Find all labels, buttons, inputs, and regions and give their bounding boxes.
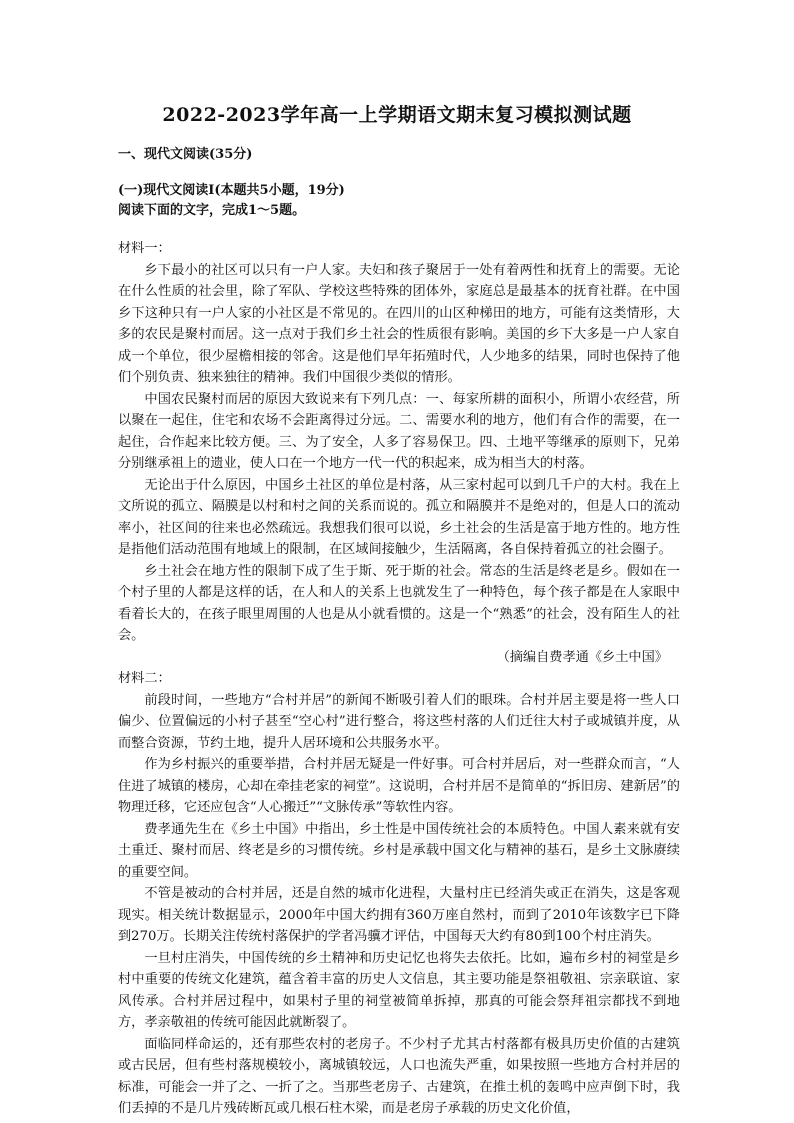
- subsection-heading: (一)现代文阅读Ⅰ(本题共5小题，19分): [118, 183, 345, 198]
- material-one-paragraph: 无论出于什么原因，中国乡土社区的单位是村落，从三家村起可以到几千户的大村。我在上文所说的孤立、隔膜是以村和村之间的关系而说的。孤立和隔膜并不是绝对的，但是人口的流动率小，社区间的往来也必然疏远。我想我们很可以说，乡土社会的生活是富于地方性的。地方性是指他们活动范围有地域上的限制，在区域间接触少，生活隔离，各自保持着孤立的社会圈子。: [118, 477, 680, 557]
- material-two-paragraph: 面临同样命运的，还有那些农村的老房子。不少村子尤其古村落都有极具历史价值的古建筑或古民居，但有些村落规模较小，离城镇较远，人口也流失严重，如果按照一些地方合村并居的标准，可能会一并了之、一折了之。当那些老房子、古建筑，在推土机的轰鸣中应声倒下时，我们丢掉的不是几片残砖断瓦或几根石柱木梁，而是老房子承载的历史文化价值，: [118, 1036, 680, 1116]
- material-two-paragraph: 一旦村庄消失，中国传统的乡土精神和历史记忆也将失去依托。比如，遍布乡村的祠堂是乡村中重要的传统文化建筑，蕴含着丰富的历史人文信息，其主要功能是祭祖敬祖、宗亲联谊、家风传承。合村并居过程中，如果村子里的祠堂被简单拆掉，那真的可能会祭拜祖宗都找不到地方，孝亲敬祖的传统可能因此就断裂了。: [118, 950, 680, 1030]
- material-two-paragraph: 费孝通先生在《乡土中国》中指出，乡土性是中国传统社会的本质特色。中国人素来就有安土重迁、聚村而居、终老是乡的习惯传统。乡村是承载中国文化与精神的基石，是乡土文脉赓续的重要空间。: [118, 821, 680, 880]
- material-two-paragraph: 前段时间，一些地方“合村并居”的新闻不断吸引着人们的眼珠。合村并居主要是将一些人口偏少、位置偏远的小村子甚至“空心村”进行整合，将这些村落的人们迁往大村子或城镇并度，从而整合资源，节约土地，提升人居环境和公共服务水平。: [118, 692, 680, 751]
- material-one-paragraph: 乡下最小的社区可以只有一户人家。夫妇和孩子聚居于一处有着两性和抚育上的需要。无论在什么性质的社会里，除了军队、学校这些特殊的团体外，家庭总是最基本的抚育社群。在中国乡下这种只有一户人家的小社区是不常见的。在四川的山区种梯田的地方，可能有这类情形，大多的农民是聚村而居。这一点对于我们乡土社会的性质很有影响。美国的乡下大多是一户人家自成一个单位，很少屋檐相接的邻舍。这是他们早年拓殖时代，人少地多的结果，同时也保持了他们个别负责、独来独往的精神。我们中国很少类似的情形。: [118, 262, 680, 385]
- material-two-paragraph: 作为乡村振兴的重要举措，合村并居无疑是一件好事。可合村并居后，对一些群众而言，“人住进了城镇的楼房，心却在牵挂老家的祠堂”。这说明，合村并居不是简单的“拆旧房、建新居”的物理迁移，它还应包含“人心搬迁”“文脉传承”等软性内容。: [118, 757, 680, 815]
- page-title: 2022-2023学年高一上学期语文期末复习模拟测试题: [162, 104, 632, 126]
- material-one-source: （摘编自费孝通《乡土中国》: [496, 649, 668, 665]
- reading-instruction: 阅读下面的文字，完成1～5题。: [118, 203, 306, 218]
- material-two-paragraph: 不管是被动的合村并居，还是自然的城市化进程，大量村庄已经消失或正在消失，这是客观现实。相关统计数据显示，2000年中国大约拥有360万座自然村，而到了2010年该数字已下降到270万。长期关注传统村落保护的学者冯骥才评估，中国每天大约有80到100个村庄消失。: [118, 886, 680, 944]
- material-one-paragraph: 中国农民聚村而居的原因大致说来有下列几点：一、每家所耕的面积小，所谓小农经营，所以聚在一起住，住宅和农场不会距离得过分远。二、需要水利的地方，他们有合作的需要，在一起住，合作起来比较方便。三、为了安全，人多了容易保卫。四、土地平等继承的原则下，兄弟分别继承祖上的遗业，使人口在一个地方一代一代的积起来，成为相当大的村落。: [118, 391, 680, 471]
- material-two-label: 材料二：: [118, 671, 171, 686]
- reading-passage: [118, 238, 680, 1120]
- section-heading: 一、现代文阅读(35分): [118, 147, 253, 162]
- material-one-paragraph: 乡土社会在地方性的限制下成了生于斯、死于斯的社会。常态的生活是终老是乡。假如在一个村子里的人都是这样的话，在人和人的关系上也就发生了一种特色，每个孩子都是在人家眼中看着长大的，在孩子眼里周围的人也是从小就看惯的。这是一个“熟悉”的社会，没有陌生人的社会。: [118, 563, 680, 643]
- material-one-label: 材料一：: [118, 241, 171, 256]
